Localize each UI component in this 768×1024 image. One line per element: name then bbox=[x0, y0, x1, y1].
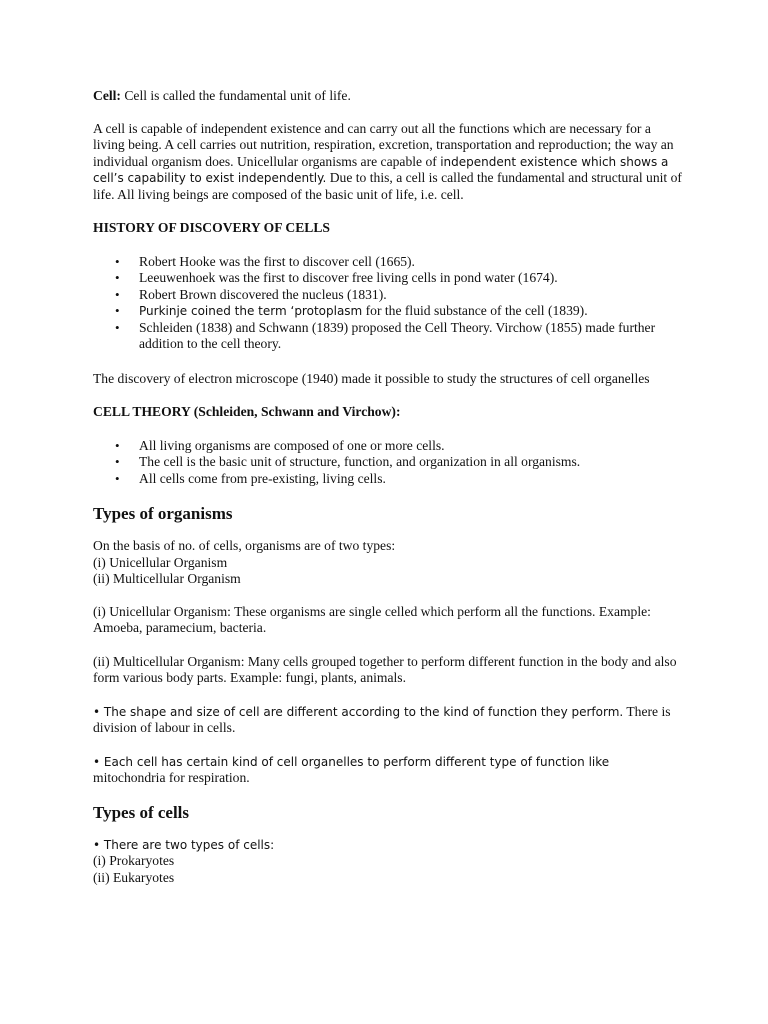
intro-text-2: independent existence which shows a cell’s capability to exist independently. bbox=[93, 154, 669, 185]
history-item: • Robert Brown discovered the nucleus (1831). bbox=[93, 287, 683, 304]
intro-text-1: A cell is capable of independent existence and can carry out all the functions which are necessary for a living being. A cell carries out nutrition, respiration, excretion, transportation and reproduction; the way an individual organism does. Unicellular organisms are capable of bbox=[93, 120, 674, 169]
shape-size-text-2: There is division of labour in cells. bbox=[93, 703, 671, 735]
intro-paragraph bbox=[93, 121, 683, 204]
organisms-type-line: (i) Unicellular Organism bbox=[93, 554, 228, 570]
organelles-text-1: • Each cell has certain kind of cell organelles to perform different type of function like bbox=[93, 754, 610, 769]
cell-definition-text: Cell is called the fundamental unit of life. bbox=[124, 88, 351, 103]
cell-term: Cell: bbox=[93, 88, 121, 103]
cell-theory-item: • All living organisms are composed of one or more cells. bbox=[93, 438, 683, 455]
cells-paragraph bbox=[93, 837, 683, 887]
history-item-text: Purkinje coined the term ‘protoplasm bbox=[139, 304, 363, 318]
history-item bbox=[93, 303, 683, 320]
cells-type-line: (ii) Eukaryotes bbox=[93, 869, 175, 885]
organelles-text-2: mitochondria for respiration. bbox=[93, 770, 250, 785]
cells-intro: • There are two types of cells: bbox=[93, 837, 275, 852]
history-heading: HISTORY OF DISCOVERY OF CELLS bbox=[93, 220, 330, 235]
multicellular-paragraph: (ii) Multicellular Organism: Many cells grouped together to perform different function in the body and also form various body parts. Example: fungi, plants, animals. bbox=[93, 653, 677, 685]
cell-theory-item: • All cells come from pre-existing, living cells. bbox=[93, 471, 683, 488]
organisms-type-line: (ii) Multicellular Organism bbox=[93, 571, 241, 586]
history-item: • Robert Hooke was the first to discover cell (1665). bbox=[93, 254, 683, 271]
types-of-cells-heading: Types of cells bbox=[93, 802, 190, 822]
history-item: • Schleiden (1838) and Schwann (1839) proposed the Cell Theory. Virchow (1855) made further addition to the cell theory. bbox=[93, 320, 683, 353]
cell-theory-heading: CELL THEORY (Schleiden, Schwann and Virchow): bbox=[93, 404, 401, 419]
cell-theory-item: • The cell is the basic unit of structure, function, and organization in all organisms. bbox=[93, 454, 683, 471]
cells-type-line: (i) Prokaryotes bbox=[93, 853, 175, 868]
organisms-intro-line: On the basis of no. of cells, organisms are of two types: bbox=[93, 538, 396, 553]
cell-theory-list bbox=[93, 438, 683, 488]
unicellular-paragraph: (i) Unicellular Organism: These organisms are single celled which perform all the functions. Example: Amoeba, paramecium, bacteria. bbox=[93, 603, 651, 635]
organelles-paragraph bbox=[93, 754, 683, 787]
shape-size-paragraph bbox=[93, 704, 683, 737]
organisms-intro bbox=[93, 538, 683, 588]
types-of-organisms-heading: Types of organisms bbox=[93, 504, 233, 523]
cell-definition bbox=[93, 88, 683, 105]
shape-size-text-1: • The shape and size of cell are different according to the kind of function they perform. bbox=[93, 704, 624, 719]
intro-text-3: Due to this, a cell is called the fundamental and structural unit of life. All living beings are composed of the basic unit of life, i.e. cell. bbox=[93, 170, 682, 202]
history-item-text: for the fluid substance of the cell (1839). bbox=[362, 303, 588, 318]
electron-microscope-paragraph: The discovery of electron microscope (1940) made it possible to study the structures of cell organelles bbox=[93, 370, 650, 386]
history-list bbox=[93, 254, 683, 353]
history-item: • Leeuwenhoek was the first to discover free living cells in pond water (1674). bbox=[93, 270, 683, 287]
document-content bbox=[93, 88, 683, 886]
